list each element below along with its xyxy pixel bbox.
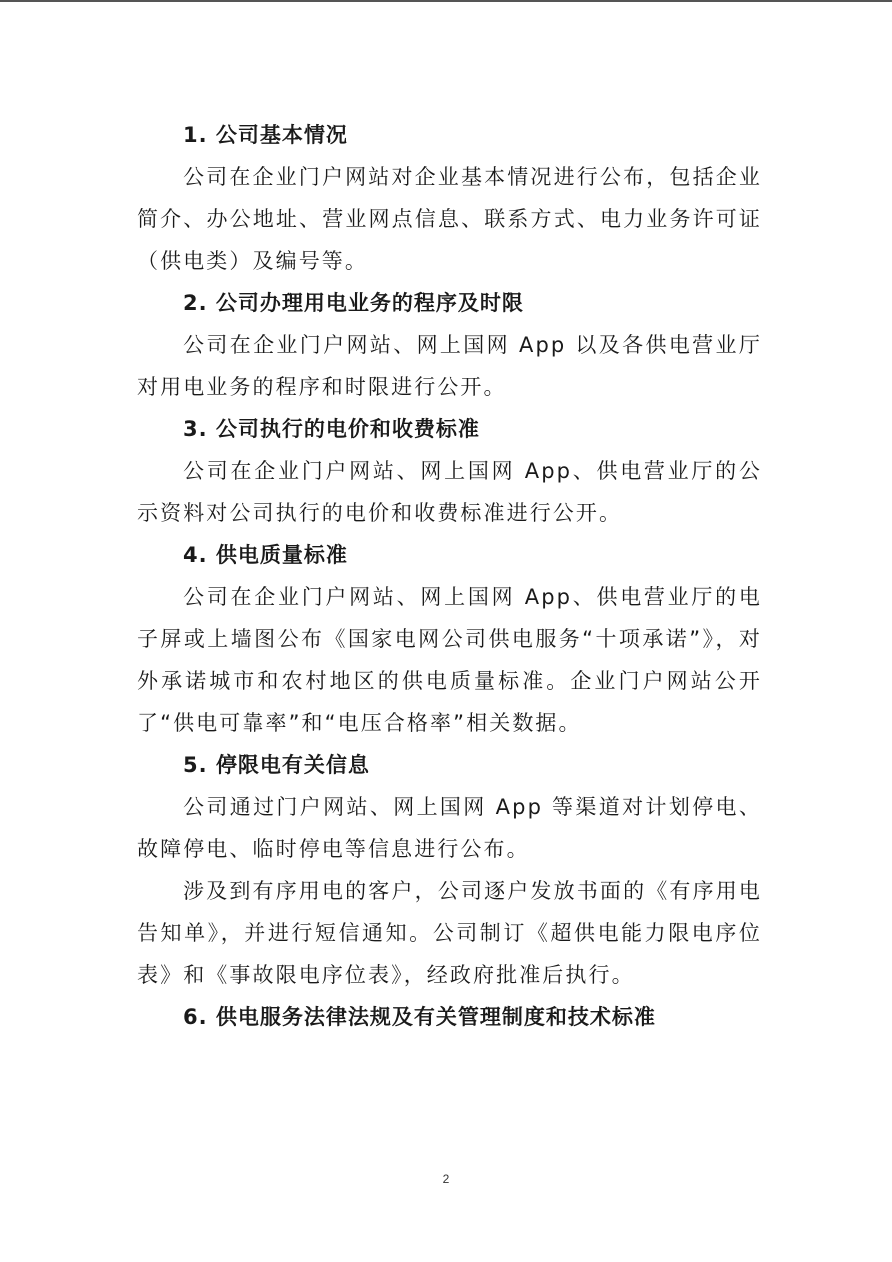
section-heading: 2. 公司办理用电业务的程序及时限: [183, 291, 524, 315]
section-paragraph: 公司在企业门户网站、网上国网 App、供电营业厅的电子屏或上墙图公布《国家电网公司供电服务“十项承诺”》，对外承诺城市和农村地区的供电质量标准。企业门户网站公开了“供电可靠率”和“电压合格率”相关数据。: [137, 585, 762, 735]
section-paragraph: 公司在企业门户网站对企业基本情况进行公布，包括企业简介、办公地址、营业网点信息、联系方式、电力业务许可证（供电类）及编号等。: [137, 165, 762, 273]
section-heading: 5. 停限电有关信息: [183, 753, 370, 777]
section-paragraph: 公司在企业门户网站、网上国网 App 以及各供电营业厅对用电业务的程序和时限进行公开。: [137, 333, 762, 399]
section-5: [137, 744, 762, 996]
top-border-line: [0, 0, 892, 2]
section-1: [137, 114, 762, 282]
page-number: 2: [442, 1172, 450, 1186]
section-paragraph: 涉及到有序用电的客户，公司逐户发放书面的《有序用电告知单》，并进行短信通知。公司制订《超供电能力限电序位表》和《事故限电序位表》，经政府批准后执行。: [137, 879, 762, 987]
section-heading: 6. 供电服务法律法规及有关管理制度和技术标准: [183, 1005, 656, 1029]
section-heading: 3. 公司执行的电价和收费标准: [183, 417, 480, 441]
document-body: [137, 114, 762, 1038]
section-paragraph: 公司通过门户网站、网上国网 App 等渠道对计划停电、故障停电、临时停电等信息进行公布。: [137, 795, 762, 861]
section-paragraph: 公司在企业门户网站、网上国网 App、供电营业厅的公示资料对公司执行的电价和收费标准进行公开。: [137, 459, 762, 525]
section-6: [137, 996, 762, 1038]
section-3: [137, 408, 762, 534]
section-heading: 4. 供电质量标准: [183, 543, 348, 567]
section-4: [137, 534, 762, 744]
section-heading: 1. 公司基本情况: [183, 123, 348, 147]
section-2: [137, 282, 762, 408]
